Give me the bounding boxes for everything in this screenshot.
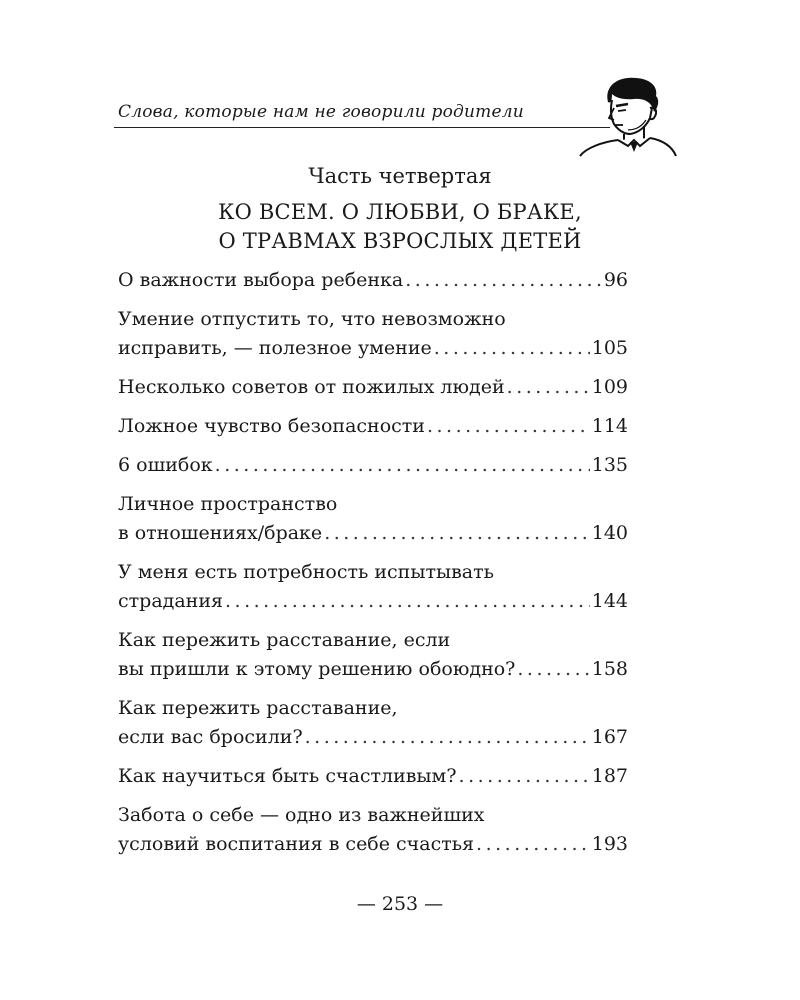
running-head-rule (114, 127, 610, 128)
toc-entry-title: вы пришли к этому решению обоюдно? (118, 658, 516, 680)
dot-leader (215, 451, 590, 480)
toc-entry-title-line: Умение отпустить то, что невозможно (118, 308, 506, 330)
running-head: Слова, которые нам не говорили родители (118, 102, 524, 122)
toc-entry-title: исправить, — полезное умение (118, 337, 432, 359)
toc-entry-title: страдания (118, 590, 223, 612)
toc-entry-byt-schastlivym (118, 762, 628, 791)
dot-leader (476, 830, 590, 859)
toc-page-number: 158 (591, 658, 628, 680)
dot-leader (459, 762, 590, 791)
toc-entry-title: Несколько советов от пожилых людей (118, 376, 505, 398)
toc-entry-potrebnost-stradaniya (118, 558, 628, 616)
table-of-contents (118, 266, 628, 869)
toc-entry-title-line: Личное пространство (118, 493, 338, 515)
dot-leader (225, 587, 590, 616)
toc-entry-title: Ложное чувство безопасности (118, 415, 425, 437)
toc-entry-title: если вас бросили? (118, 726, 303, 748)
part-label: Часть четвертая (308, 164, 492, 188)
toc-entry-title: 6 ошибок (118, 454, 213, 476)
toc-entry-sovety-pozhilyh (118, 373, 628, 402)
toc-entry-title: в отношениях/браке (118, 522, 323, 544)
part-title-line-1: КО ВСЕМ. О ЛЮБВИ, О БРАКЕ, (218, 200, 582, 224)
toc-entry-title-line: У меня есть потребность испытывать (118, 561, 494, 583)
toc-page-number: 140 (591, 522, 628, 544)
part-title-line-2: О ТРАВМАХ ВЗРОСЛЫХ ДЕТЕЙ (218, 229, 582, 253)
toc-entry-6-oshibok (118, 451, 628, 480)
toc-page-number: 114 (591, 415, 628, 437)
toc-page-number: 105 (591, 337, 628, 359)
toc-page-number: 187 (591, 765, 628, 787)
toc-page-number: 193 (591, 833, 628, 855)
toc-entry-title-line: Как пережить расставание, (118, 697, 398, 719)
dot-leader (517, 655, 589, 684)
dot-leader (324, 519, 590, 548)
toc-page-number: 135 (591, 454, 628, 476)
toc-entry-title: Как научиться быть счастливым? (118, 765, 457, 787)
toc-entry-lichnoe-prostranstvo (118, 490, 628, 548)
toc-entry-title-line: Забота о себе — одно из важнейших (118, 804, 485, 826)
man-portrait-icon (578, 72, 678, 158)
toc-page-number: 96 (603, 269, 628, 291)
toc-entry-vazhnost-vybora (118, 266, 628, 295)
dot-leader (507, 373, 590, 402)
toc-entry-title-line: Как пережить расставание, если (118, 629, 451, 651)
toc-entry-rasstavanie-oboyudno (118, 626, 628, 684)
dot-leader (405, 266, 602, 295)
dot-leader (305, 723, 590, 752)
toc-page-number: 144 (591, 590, 628, 612)
toc-entry-title: условий воспитания в себе счастья (118, 833, 475, 855)
toc-entry-umenie-otpustit (118, 305, 628, 363)
dot-leader (434, 334, 590, 363)
toc-entry-title: О важности выбора ребенка (118, 269, 404, 291)
toc-entry-rasstavanie-brosili (118, 694, 628, 752)
toc-entry-zabota-o-sebe (118, 801, 628, 859)
toc-entry-lozhnoe-chuvstvo (118, 412, 628, 441)
page-folio: — 253 — (356, 893, 444, 915)
toc-page-number: 109 (591, 376, 628, 398)
toc-page-number: 167 (591, 726, 628, 748)
dot-leader (427, 412, 590, 441)
